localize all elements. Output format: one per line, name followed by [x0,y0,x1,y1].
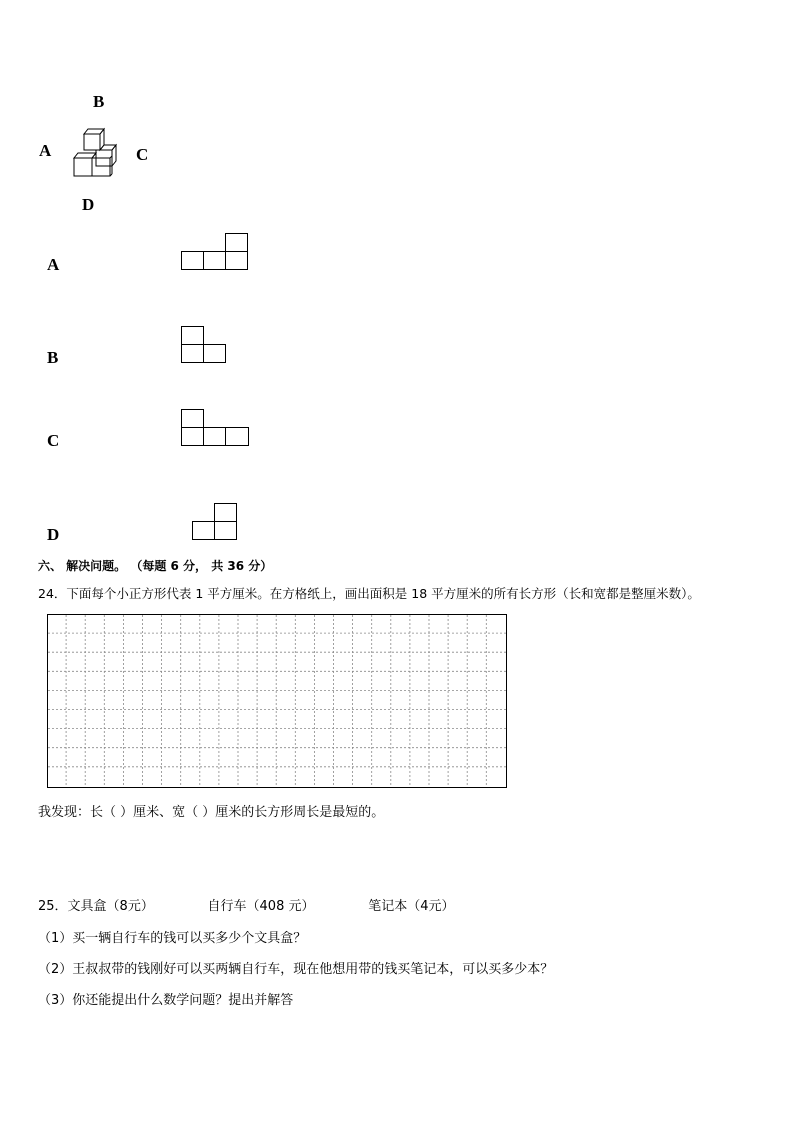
option-b-shape [181,325,227,363]
q25-items: 25．文具盒（8元） 自行车（408 元） 笔记本（4元） [38,899,455,914]
square-grid-paper [47,614,507,788]
cube-stack-figure [70,126,120,180]
grid-border [48,615,507,788]
view-label-a: A [39,141,52,160]
option-label-c: C [47,431,60,450]
option-d-shape [192,502,238,540]
q24-finding: 我发现：长（ ）厘米、宽（ ）厘米的长方形周长是最短的。 [38,805,385,820]
option-label-b: B [47,348,59,367]
view-label-d: D [82,195,95,214]
section-heading: 六、 解决问题。 （每题 6 分， 共 36 分） [38,559,273,573]
q25-sub1: （1）买一辆自行车的钱可以买多少个文具盒？ [38,931,307,946]
view-label-c: C [136,145,149,164]
option-label-a: A [47,255,60,274]
view-label-b: B [93,92,105,111]
option-c-shape [181,408,250,446]
q24-prompt: 24．下面每个小正方形代表 1 平方厘米。在方格纸上，画出面积是 18 平方厘米的所有长方形（长和宽都是整厘米数）。 [38,586,700,601]
option-label-d: D [47,525,60,544]
option-a-shape [181,232,249,270]
q25-sub3: （3）你还能提出什么数学问题？提出并解答 [38,993,294,1008]
q25-sub2: （2）王叔叔带的钱刚好可以买两辆自行车，现在他想用带的钱买笔记本，可以买多少本？ [38,962,554,977]
